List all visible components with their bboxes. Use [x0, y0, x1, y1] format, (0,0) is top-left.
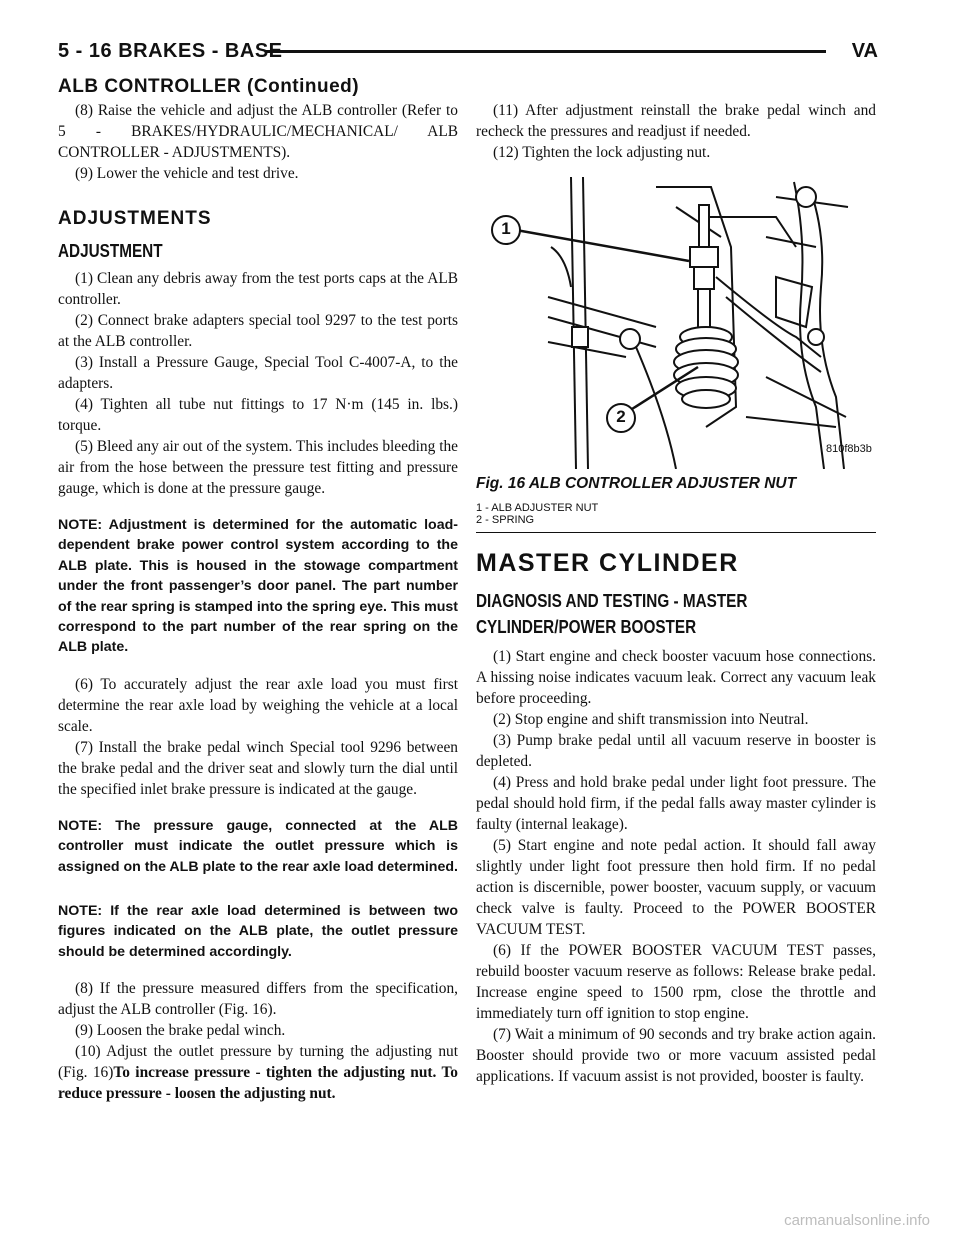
adjustment-heading: ADJUSTMENT	[58, 241, 163, 261]
right-column	[476, 100, 876, 1087]
adjust-step-1: (1) Clean any debris away from the test ports caps at the ALB controller.	[58, 270, 458, 308]
step-12: (12) Tighten the lock adjusting nut.	[493, 144, 711, 161]
adjust-step-10-text: (10) Adjust the outlet pressure by turning the adjusting nut (Fig. 16)	[58, 1043, 458, 1082]
adjust-step-10-bold: To increase pressure - tighten the adjusting nut. To reduce pressure - loosen the adjusting nut.	[58, 1064, 458, 1103]
adjust-step-5: (5) Bleed any air out of the system. This includes bleeding the air from the hose between the pressure test fitting and pressure gauge, which is done at the pressure gauge.	[58, 438, 458, 497]
diag-step-2: (2) Stop engine and shift transmission into Neutral.	[493, 711, 809, 728]
adjust-step-6: (6) To accurately adjust the rear axle load you must first determine the rear axle load by weighing the vehicle at a local scale.	[58, 675, 458, 735]
diag-step-6: (6) If the POWER BOOSTER VACUUM TEST passes, rebuild booster vacuum reserve as follows: Release brake pedal. Increase engine speed to 1500 rpm, close the throttle and immediately turn off ignition to stop engine.	[476, 942, 876, 1022]
adjust-step-8: (8) If the pressure measured differs from the specification, adjust the ALB controller (Fig. 16).	[58, 980, 458, 1019]
intro-step-8: (8) Raise the vehicle and adjust the ALB controller (Refer to 5 - BRAKES/HYDRAULIC/MECHANICAL/ ALB CONTROLLER - ADJUSTMENTS).	[58, 102, 458, 161]
intro-step-9: (9) Lower the vehicle and test drive.	[75, 165, 299, 182]
diagnosis-heading-line-2: CYLINDER/POWER BOOSTER	[476, 617, 697, 637]
note-rear-axle: NOTE: If the rear axle load determined is between two figures indicated on the ALB plate, the outlet pressure should be determined accordingly.	[58, 903, 458, 960]
watermark: carmanualsonline.info	[784, 1212, 930, 1229]
diag-step-3: (3) Pump brake pedal until all vacuum reserve in booster is depleted.	[476, 732, 876, 770]
diagnosis-heading-line-1: DIAGNOSIS AND TESTING - MASTER	[476, 591, 748, 611]
figure-legend	[476, 502, 876, 533]
figure-code: 810f8b3b	[826, 443, 872, 455]
master-cylinder-heading: MASTER CYLINDER	[476, 549, 739, 577]
step-11: (11) After adjustment reinstall the brake pedal winch and recheck the pressures and readjust if needed.	[476, 102, 876, 140]
left-column	[58, 100, 458, 1104]
alb-adjuster-illustration	[476, 177, 876, 469]
page-header	[58, 40, 878, 70]
adjust-step-4: (4) Tighten all tube nut fittings to 17 N·m (145 in. lbs.) torque.	[58, 396, 458, 434]
diag-step-4: (4) Press and hold brake pedal under light foot pressure. The pedal should hold firm, if the pedal falls away master cylinder is faulty (internal leakage).	[476, 774, 876, 833]
model-code: VA	[851, 40, 878, 62]
callout-1: 1	[501, 219, 511, 238]
adjustments-heading: ADJUSTMENTS	[58, 208, 212, 229]
legend-item-2: 2 - SPRING	[476, 514, 535, 526]
adjust-step-2: (2) Connect brake adapters special tool 9297 to the test ports at the ALB controller.	[58, 312, 458, 350]
legend-item-1: 1 - ALB ADJUSTER NUT	[476, 502, 599, 514]
figure-alb-adjuster	[476, 177, 876, 469]
note-pressure-gauge: NOTE: The pressure gauge, connected at the ALB controller must indicate the outlet pressure which is assigned on the ALB plate to the rear axle load determined.	[58, 817, 458, 875]
adjust-step-9: (9) Loosen the brake pedal winch.	[75, 1022, 286, 1040]
diag-step-7: (7) Wait a minimum of 90 seconds and try brake action again. Booster should provide two or more vacuum assisted pedal applications. If vacuum assist is not provided, booster is faulty.	[476, 1026, 876, 1085]
adjust-step-10	[58, 1041, 458, 1104]
page-section-label: 5 - 16 BRAKES - BASE	[58, 40, 283, 62]
diagnosis-heading	[476, 588, 876, 640]
continued-title: ALB CONTROLLER (Continued)	[58, 76, 360, 97]
header-rule	[266, 50, 826, 53]
diag-step-5: (5) Start engine and note pedal action. It should fall away slightly under light foot pressure then hold firm. If no pedal action is discernible, power booster, vacuum supply, or vacuum check valve is faulty. Proceed to the POWER BOOSTER VACUUM TEST.	[476, 837, 876, 938]
adjust-step-7: (7) Install the brake pedal winch Special tool 9296 between the brake pedal and the driver seat and slowly turn the dial until the specified inlet brake pressure is indicated at the gauge.	[58, 738, 458, 798]
callout-2: 2	[616, 407, 626, 426]
note-alb-plate: NOTE: Adjustment is determined for the automatic load-dependent brake power control system according to the ALB plate. This is housed in the stowage compartment under the front passenger’s door panel. The part number of the rear spring is stamped into the spring eye. This must correspond to the part number of the rear spring on the ALB plate.	[58, 517, 458, 656]
adjust-step-3: (3) Install a Pressure Gauge, Special Tool C-4007-A, to the adapters.	[58, 354, 458, 392]
diag-step-1: (1) Start engine and check booster vacuum hose connections. A hissing noise indicates vacuum leak. Correct any vacuum leak before proceeding.	[476, 648, 876, 707]
figure-caption: Fig. 16 ALB CONTROLLER ADJUSTER NUT	[476, 475, 797, 492]
